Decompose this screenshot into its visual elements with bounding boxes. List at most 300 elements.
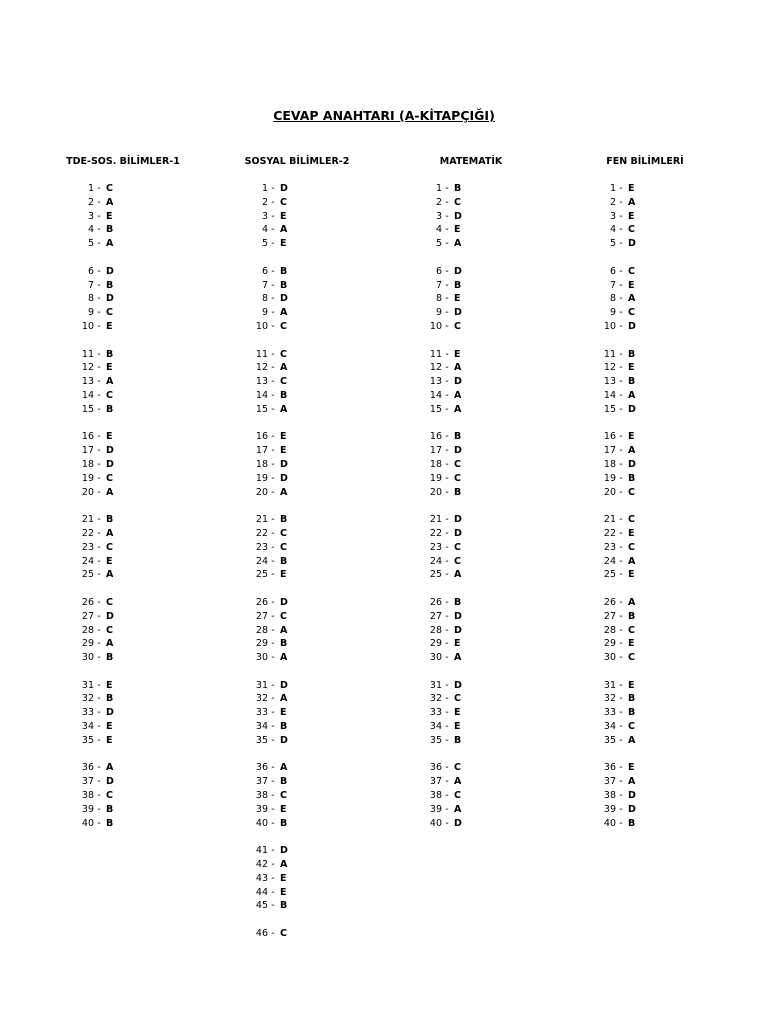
- question-number: 37: [255, 776, 268, 788]
- answer-row: [38, 679, 208, 693]
- question-number: 19: [429, 472, 442, 484]
- question-number: 32: [429, 693, 442, 705]
- answer-row: [560, 265, 730, 279]
- separator-dash: -: [97, 348, 101, 360]
- answer-row: [386, 265, 556, 279]
- separator-dash: -: [445, 403, 449, 415]
- answer-letter: E: [106, 431, 113, 443]
- question-number: 4: [609, 224, 616, 236]
- answer-row: [386, 527, 556, 541]
- separator-dash: -: [271, 541, 275, 553]
- answer-row: [386, 361, 556, 375]
- question-number: 34: [255, 721, 268, 733]
- answer-row: [212, 292, 382, 306]
- question-number: 24: [255, 555, 268, 567]
- answer-letter: C: [454, 472, 461, 484]
- answer-row: [212, 320, 382, 334]
- separator-dash: -: [445, 707, 449, 719]
- answer-row: [386, 196, 556, 210]
- question-number: 3: [87, 210, 94, 222]
- question-number: 6: [609, 265, 616, 277]
- separator-dash: -: [97, 803, 101, 815]
- answer-letter: E: [280, 431, 287, 443]
- question-number: 2: [609, 196, 616, 208]
- answer-letter: B: [454, 279, 462, 291]
- answer-row: [212, 444, 382, 458]
- question-number: 40: [81, 817, 94, 829]
- answer-row: [386, 513, 556, 527]
- separator-dash: -: [97, 693, 101, 705]
- separator-dash: -: [97, 238, 101, 250]
- answer-row: [386, 403, 556, 417]
- separator-dash: -: [97, 541, 101, 553]
- answer-row: [212, 761, 382, 775]
- answer-row: [212, 265, 382, 279]
- answer-row: [560, 292, 730, 306]
- question-number: 25: [603, 569, 616, 581]
- answer-letter: A: [454, 389, 462, 401]
- question-number: 8: [261, 293, 268, 305]
- separator-dash: -: [619, 224, 623, 236]
- separator-dash: -: [619, 707, 623, 719]
- answer-row: [212, 430, 382, 444]
- answer-letter: C: [106, 472, 113, 484]
- answer-row: [560, 555, 730, 569]
- question-number: 24: [429, 555, 442, 567]
- answer-letter: E: [628, 210, 635, 222]
- separator-dash: -: [271, 790, 275, 802]
- answer-row: [560, 692, 730, 706]
- question-number: 39: [81, 803, 94, 815]
- question-number: 10: [603, 320, 616, 332]
- question-number: 30: [81, 652, 94, 664]
- separator-dash: -: [97, 307, 101, 319]
- separator-dash: -: [619, 238, 623, 250]
- separator-dash: -: [97, 224, 101, 236]
- separator-dash: -: [271, 624, 275, 636]
- separator-dash: -: [619, 472, 623, 484]
- answer-row: [560, 720, 730, 734]
- question-number: 31: [603, 679, 616, 691]
- separator-dash: -: [619, 569, 623, 581]
- separator-dash: -: [619, 734, 623, 746]
- answer-row: [212, 237, 382, 251]
- answer-row: [212, 624, 382, 638]
- separator-dash: -: [271, 431, 275, 443]
- separator-dash: -: [445, 389, 449, 401]
- separator-dash: -: [97, 652, 101, 664]
- separator-dash: -: [445, 596, 449, 608]
- answer-row: [212, 775, 382, 789]
- separator-dash: -: [619, 803, 623, 815]
- separator-dash: -: [619, 431, 623, 443]
- answer-row: [212, 223, 382, 237]
- question-number: 18: [603, 458, 616, 470]
- answer-letter: A: [280, 624, 288, 636]
- answer-letter: A: [628, 596, 636, 608]
- separator-dash: -: [97, 196, 101, 208]
- answer-letter: C: [454, 541, 461, 553]
- answer-row: [212, 472, 382, 486]
- answer-row: [386, 720, 556, 734]
- separator-dash: -: [445, 196, 449, 208]
- separator-dash: -: [445, 624, 449, 636]
- question-number: 25: [255, 569, 268, 581]
- question-number: 35: [603, 734, 616, 746]
- answer-letter: A: [454, 403, 462, 415]
- answer-row: [560, 375, 730, 389]
- answer-letter: C: [454, 196, 461, 208]
- answer-letter: B: [106, 514, 114, 526]
- question-number: 9: [435, 307, 442, 319]
- answer-letter: C: [106, 596, 113, 608]
- separator-dash: -: [97, 486, 101, 498]
- question-number: 21: [81, 514, 94, 526]
- answer-letter: A: [280, 403, 288, 415]
- separator-dash: -: [445, 679, 449, 691]
- question-number: 35: [255, 734, 268, 746]
- question-number: 22: [603, 527, 616, 539]
- separator-dash: -: [97, 569, 101, 581]
- question-number: 29: [81, 638, 94, 650]
- separator-dash: -: [271, 762, 275, 774]
- answer-letter: E: [280, 445, 287, 457]
- separator-dash: -: [97, 458, 101, 470]
- separator-dash: -: [619, 541, 623, 553]
- question-number: 33: [81, 707, 94, 719]
- question-number: 10: [255, 320, 268, 332]
- answer-row: [212, 182, 382, 196]
- question-number: 2: [435, 196, 442, 208]
- answer-list: [386, 182, 556, 830]
- answer-row: [386, 430, 556, 444]
- answer-letter: E: [454, 721, 461, 733]
- answer-row: [386, 817, 556, 831]
- answer-row: [38, 541, 208, 555]
- answer-list: [38, 182, 208, 830]
- separator-dash: -: [445, 320, 449, 332]
- answer-letter: C: [280, 928, 287, 940]
- answer-row: [38, 789, 208, 803]
- answer-letter: D: [280, 734, 288, 746]
- answer-letter: A: [280, 307, 288, 319]
- question-number: 30: [255, 652, 268, 664]
- answer-letter: A: [454, 238, 462, 250]
- answer-row: [560, 389, 730, 403]
- answer-row: [38, 389, 208, 403]
- answer-letter: B: [106, 348, 114, 360]
- question-number: 32: [81, 693, 94, 705]
- answer-letter: D: [454, 376, 462, 388]
- answer-row: [38, 775, 208, 789]
- separator-dash: -: [97, 389, 101, 401]
- question-number: 1: [87, 183, 94, 194]
- separator-dash: -: [619, 817, 623, 829]
- separator-dash: -: [619, 320, 623, 332]
- answer-letter: E: [106, 210, 113, 222]
- separator-dash: -: [97, 734, 101, 746]
- answer-row: [560, 624, 730, 638]
- question-number: 45: [255, 900, 268, 912]
- answer-letter: B: [454, 183, 462, 194]
- answer-row: [386, 651, 556, 665]
- answer-row: [38, 430, 208, 444]
- column-tde-sos-bilimler-1: [38, 155, 208, 830]
- separator-dash: -: [271, 348, 275, 360]
- answer-row: [386, 706, 556, 720]
- answer-row: [560, 679, 730, 693]
- answer-letter: C: [628, 307, 635, 319]
- separator-dash: -: [445, 541, 449, 553]
- answer-row: [38, 596, 208, 610]
- separator-dash: -: [445, 307, 449, 319]
- separator-dash: -: [445, 472, 449, 484]
- answer-letter: D: [628, 790, 636, 802]
- answer-row: [560, 320, 730, 334]
- separator-dash: -: [271, 362, 275, 374]
- answer-row: [212, 899, 382, 913]
- answer-row: [212, 927, 382, 941]
- question-number: 38: [255, 790, 268, 802]
- answer-row: [38, 486, 208, 500]
- answer-row: [212, 886, 382, 900]
- separator-dash: -: [271, 238, 275, 250]
- answer-letter: D: [280, 596, 288, 608]
- separator-dash: -: [271, 886, 275, 898]
- separator-dash: -: [619, 624, 623, 636]
- separator-dash: -: [271, 183, 275, 194]
- question-number: 41: [255, 845, 268, 857]
- separator-dash: -: [271, 734, 275, 746]
- separator-dash: -: [271, 859, 275, 871]
- answer-letter: A: [106, 196, 114, 208]
- question-number: 5: [87, 238, 94, 250]
- question-number: 40: [603, 817, 616, 829]
- answer-row: [38, 817, 208, 831]
- answer-row: [386, 734, 556, 748]
- separator-dash: -: [271, 610, 275, 622]
- separator-dash: -: [271, 320, 275, 332]
- answer-letter: E: [106, 679, 113, 691]
- answer-row: [386, 679, 556, 693]
- separator-dash: -: [445, 362, 449, 374]
- answer-letter: B: [106, 279, 114, 291]
- separator-dash: -: [619, 445, 623, 457]
- answer-letter: D: [454, 817, 462, 829]
- answer-row: [212, 720, 382, 734]
- answer-row: [560, 775, 730, 789]
- answer-letter: E: [628, 279, 635, 291]
- answer-letter: C: [106, 624, 113, 636]
- question-number: 4: [435, 224, 442, 236]
- separator-dash: -: [619, 403, 623, 415]
- question-number: 20: [255, 486, 268, 498]
- question-number: 39: [603, 803, 616, 815]
- answer-row: [560, 706, 730, 720]
- answer-row: [212, 458, 382, 472]
- question-number: 20: [429, 486, 442, 498]
- question-number: 37: [81, 776, 94, 788]
- answer-letter: D: [454, 307, 462, 319]
- answer-row: [560, 458, 730, 472]
- separator-dash: -: [97, 817, 101, 829]
- question-number: 4: [87, 224, 94, 236]
- answer-letter: E: [280, 886, 287, 898]
- separator-dash: -: [97, 279, 101, 291]
- answer-row: [386, 555, 556, 569]
- question-number: 8: [609, 293, 616, 305]
- separator-dash: -: [271, 196, 275, 208]
- answer-letter: D: [454, 624, 462, 636]
- separator-dash: -: [271, 279, 275, 291]
- answer-row: [212, 306, 382, 320]
- separator-dash: -: [445, 721, 449, 733]
- answer-letter: C: [628, 514, 635, 526]
- answer-letter: C: [106, 183, 113, 194]
- answer-row: [560, 734, 730, 748]
- answer-row: [212, 706, 382, 720]
- separator-dash: -: [619, 790, 623, 802]
- question-number: 35: [429, 734, 442, 746]
- separator-dash: -: [97, 707, 101, 719]
- question-number: 28: [429, 624, 442, 636]
- separator-dash: -: [271, 527, 275, 539]
- answer-letter: D: [628, 803, 636, 815]
- question-number: 20: [603, 486, 616, 498]
- question-number: 26: [255, 596, 268, 608]
- answer-row: [560, 527, 730, 541]
- answer-row: [560, 803, 730, 817]
- answer-row: [38, 444, 208, 458]
- question-number: 34: [429, 721, 442, 733]
- answer-letter: E: [106, 320, 113, 332]
- answer-row: [386, 803, 556, 817]
- answer-row: [212, 361, 382, 375]
- answer-letter: C: [280, 541, 287, 553]
- question-number: 6: [261, 265, 268, 277]
- answer-letter: C: [628, 486, 635, 498]
- separator-dash: -: [97, 596, 101, 608]
- answer-row: [560, 210, 730, 224]
- separator-dash: -: [271, 679, 275, 691]
- answer-row: [560, 361, 730, 375]
- answer-letter: B: [454, 596, 462, 608]
- separator-dash: -: [97, 555, 101, 567]
- answer-letter: E: [454, 638, 461, 650]
- separator-dash: -: [271, 928, 275, 940]
- answer-row: [38, 761, 208, 775]
- question-number: 16: [255, 431, 268, 443]
- question-number: 16: [429, 431, 442, 443]
- separator-dash: -: [619, 196, 623, 208]
- answer-letter: A: [454, 652, 462, 664]
- question-number: 46: [255, 928, 268, 940]
- question-number: 12: [255, 362, 268, 374]
- question-number: 16: [81, 431, 94, 443]
- answer-letter: C: [106, 790, 113, 802]
- answer-row: [38, 320, 208, 334]
- separator-dash: -: [271, 293, 275, 305]
- answer-row: [38, 651, 208, 665]
- question-number: 21: [429, 514, 442, 526]
- separator-dash: -: [445, 790, 449, 802]
- separator-dash: -: [619, 638, 623, 650]
- answer-row: [212, 375, 382, 389]
- answer-letter: E: [628, 527, 635, 539]
- separator-dash: -: [445, 514, 449, 526]
- question-number: 3: [261, 210, 268, 222]
- answer-row: [560, 637, 730, 651]
- question-number: 21: [255, 514, 268, 526]
- answer-letter: B: [106, 803, 114, 815]
- question-number: 38: [603, 790, 616, 802]
- answer-letter: C: [280, 348, 287, 360]
- question-number: 39: [255, 803, 268, 815]
- question-number: 16: [603, 431, 616, 443]
- separator-dash: -: [619, 265, 623, 277]
- answer-row: [386, 637, 556, 651]
- separator-dash: -: [619, 293, 623, 305]
- answer-row: [386, 472, 556, 486]
- question-number: 28: [603, 624, 616, 636]
- question-number: 13: [81, 376, 94, 388]
- separator-dash: -: [619, 486, 623, 498]
- answer-row: [38, 637, 208, 651]
- answer-letter: D: [454, 679, 462, 691]
- separator-dash: -: [271, 307, 275, 319]
- answer-row: [386, 789, 556, 803]
- question-number: 10: [81, 320, 94, 332]
- answer-letter: D: [628, 238, 636, 250]
- separator-dash: -: [445, 527, 449, 539]
- answer-row: [38, 279, 208, 293]
- answer-letter: E: [454, 348, 461, 360]
- answer-letter: A: [280, 652, 288, 664]
- answer-row: [386, 375, 556, 389]
- separator-dash: -: [97, 721, 101, 733]
- separator-dash: -: [97, 265, 101, 277]
- separator-dash: -: [271, 555, 275, 567]
- answer-letter: A: [628, 776, 636, 788]
- separator-dash: -: [271, 389, 275, 401]
- column-heading: SOSYAL BİLİMLER-2: [244, 156, 350, 167]
- separator-dash: -: [445, 458, 449, 470]
- separator-dash: -: [445, 693, 449, 705]
- question-number: 23: [429, 541, 442, 553]
- answer-letter: E: [280, 803, 287, 815]
- answer-letter: A: [106, 486, 114, 498]
- question-number: 12: [429, 362, 442, 374]
- separator-dash: -: [619, 362, 623, 374]
- answer-letter: E: [106, 555, 113, 567]
- answer-letter: D: [628, 458, 636, 470]
- answer-row: [38, 182, 208, 196]
- question-number: 14: [255, 389, 268, 401]
- question-number: 9: [261, 307, 268, 319]
- answer-row: [386, 486, 556, 500]
- separator-dash: -: [445, 183, 449, 194]
- question-number: 7: [435, 279, 442, 291]
- answer-row: [560, 237, 730, 251]
- question-number: 30: [603, 652, 616, 664]
- answer-letter: E: [628, 679, 635, 691]
- answer-row: [560, 403, 730, 417]
- separator-dash: -: [271, 803, 275, 815]
- answer-row: [560, 196, 730, 210]
- answer-row: [560, 761, 730, 775]
- answer-letter: A: [628, 734, 636, 746]
- answer-letter: D: [280, 183, 288, 194]
